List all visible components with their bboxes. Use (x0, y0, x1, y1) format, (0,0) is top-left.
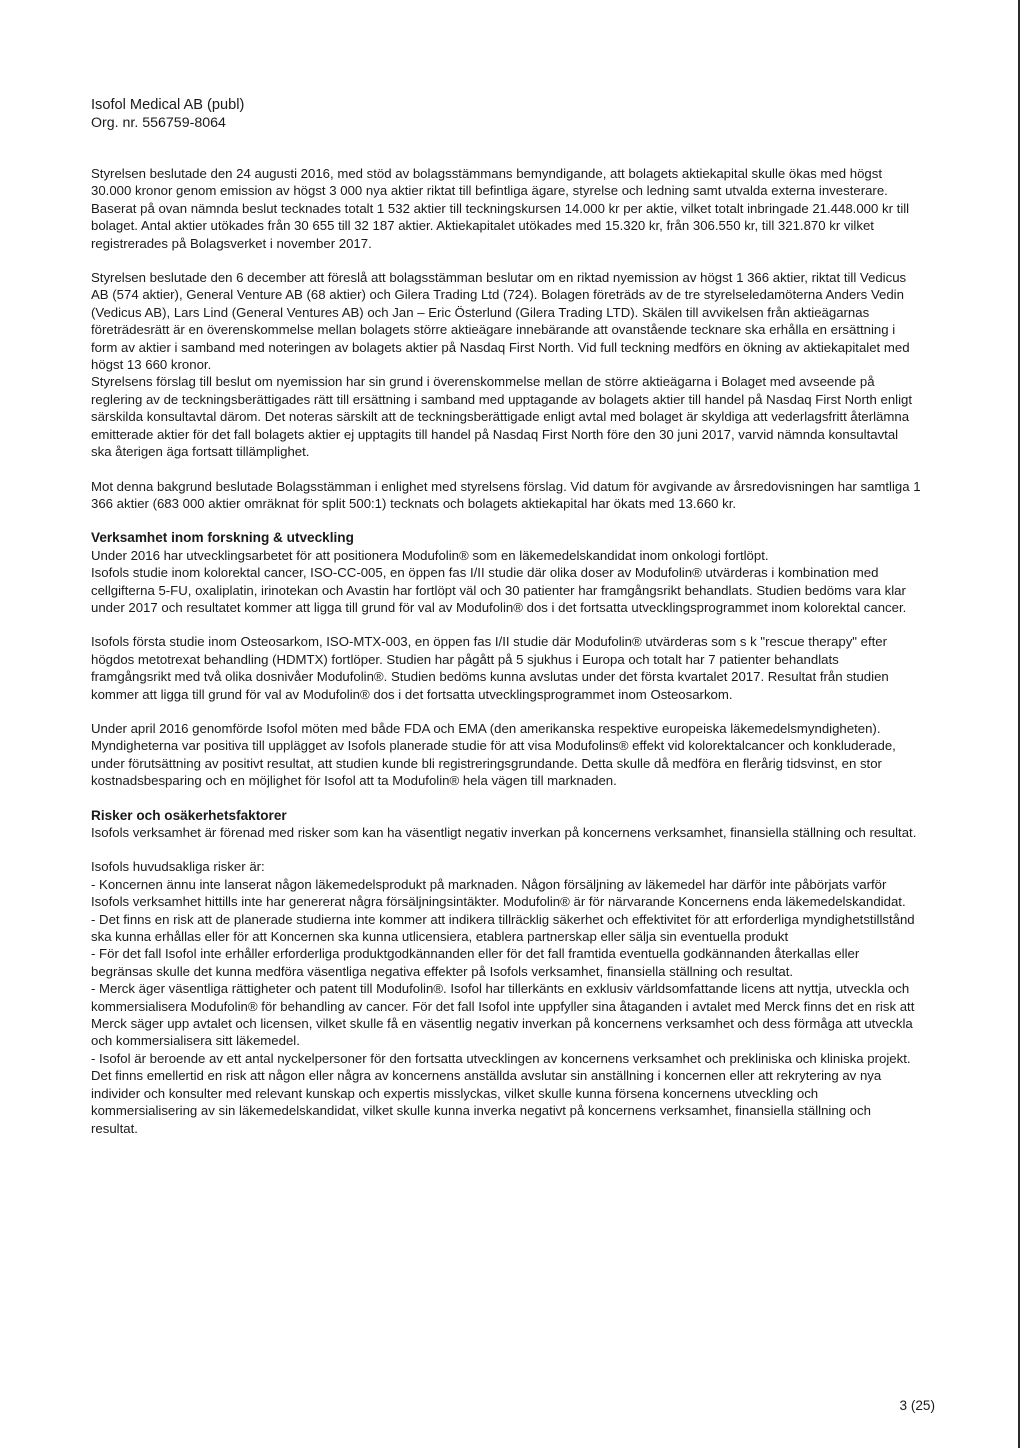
intro-section (91, 165, 921, 252)
paragraph: Styrelsens förslag till beslut om nyemission har sin grund i överenskommelse mellan de större aktieägarna i Bolaget med avseende på reglering av de teckningsberättigades rätt till ersättning i samband med upptagande av bolagets aktier till handel på Nasdaq First North enligt särskilda konsultavtal därom. Det noteras särskilt att de teckningsberättigade enligt avtal med bolaget är skyldiga att vederlagsfritt återlämna emitterade aktier för det fall bolagets aktier ej upptagits till handel på Nasdaq First North före den 30 juni 2017, varvid nämnda konsultavtal ska återigen äga fortsatt tillämplighet. (91, 374, 913, 460)
risks-section (91, 807, 921, 1137)
list-item: - För det fall Isofol inte erhåller erforderliga produktgodkännanden eller för det fall framtida eventuella godkännanden återkallas eller begränsas skulle det kunna medföra väsentliga negativa effekter på Isofols verksamhet, finansiella ställning och resultat. (91, 946, 860, 979)
document-page (91, 96, 921, 1137)
list-item: - Koncernen ännu inte lanserat någon läkemedelsprodukt på marknaden. Någon försäljning av läkemedel har därför inte påbörjats varför Isofols verksamhet hittills inte har genererat några försäljningsintäkter. Modufolin® är för närvarande Koncernens enda läkemedelskandidat. (91, 876, 906, 910)
page-edge-line (1018, 0, 1020, 1448)
paragraph: Under april 2016 genomförde Isofol möten med både FDA och EMA (den amerikanska respektive europeiska läkemedelsmyndigheten). Myndigheterna var positiva till upplägget av Isofols planerade studie för att visa Modufolins® effekt vid kolorektalcancer och konkluderade, under förutsättning av positivt resultat, att studien kunde bli registreringsgrundande. Detta skulle då medföra en flerårig tidsvinst, en stor kostnadsbesparing och en möjlighet för Isofol att ta Modufolin® hela vägen till marknaden. (91, 720, 896, 789)
paragraph: Isofols första studie inom Osteosarkom, ISO-MTX-003, en öppen fas I/II studie där Modufolin® utvärderas som s k "rescue therapy" efter högdos metotrexat behandling (HDMTX) fortlöper. Studien har pågått på 5 sjukhus i Europa och totalt har 7 patienter behandlats framgångsrikt med två olika dosnivåer Modufolin®. Studien bedöms kunna avslutas under det första kvartalet 2017. Resultat från studien kommer att ligga till grund för val av Modufolin® dos i det fortsatta utvecklingsprogrammet inom Osteosarkom. (91, 634, 889, 702)
company-name: Isofol Medical AB (publ) (91, 97, 245, 113)
list-item: - Merck äger väsentliga rättigheter och patent till Modufolin®. Isofol har tillerkänts en exklusiv världsomfattande licens att nyttja, utveckla och kommersialisera Modufolin® för behandling av cancer. För det fall Isofol inte uppfyller sina åtaganden i avtalet med Merck finns det en risk att Merck säger upp avtalet och licensen, vilket skulle få en väsentlig negativ inverkan på koncernens verksamhet och dess förmåga att utveckla och kommersialisera sitt läkemedel. (91, 981, 915, 1049)
section-heading: Verksamhet inom forskning & utveckling (91, 530, 354, 546)
section-heading: Risker och osäkerhetsfaktorer (91, 807, 287, 823)
paragraph: Styrelsen beslutade den 24 augusti 2016, med stöd av bolagsstämmans bemyndigande, att bolagets aktiekapital skulle ökas med högst 30.000 kronor genom emission av högst 3 000 nya aktier riktat till befintliga ägare, styrelse och ledning samt utvalda externa investerare. Baserat på ovan nämnda beslut tecknades totalt 1 532 aktier till teckningskursen 14.000 kr per aktie, vilket totalt inbringade 21.448.000 kr till bolaget. Antal aktier utökades från 30 655 till 32 187 aktier. Aktiekapitalet utökades med 15.320 kr, från 306.550 kr, till 321.870 kr vilket registrerades på Bolagsverket i november 2017. (91, 166, 910, 251)
list-item: - Det finns en risk att de planerade studierna inte kommer att indikera tillräcklig säkerhet och effektivitet för att erforderliga myndighetstillstånd ska kunna erhållas eller för att Koncernen ska kunna utlicensiera, etablera partnerskap eller sälja sin eventuella produkt (91, 911, 915, 945)
paragraph: Mot denna bakgrund beslutade Bolagsstämman i enlighet med styrelsens förslag. Vid datum för avgivande av årsredovisningen har samtliga 1 366 aktier (683 000 aktier omräknat för split 500:1) tecknats och bolagets aktiekapital har ökats med 13.660 kr. (91, 478, 921, 511)
org-number: Org. nr. 556759-8064 (91, 115, 226, 131)
emission-section (91, 269, 921, 460)
page-number: 3 (25) (899, 1398, 935, 1413)
paragraph: Styrelsen beslutade den 6 december att föreslå att bolagsstämman beslutar om en riktad nyemission av högst 1 366 aktier, riktat till Vedicus AB (574 aktier), General Venture AB (68 aktier) och Gilera Trading Ltd (724). Bolagen företräds av de tre styrelseledamöterna Anders Vedin (Vedicus AB), Lars Lind (General Ventures AB) och Jan – Eric Österlund (Gilera Trading LTD). Skälen till avvikelsen från aktieägarnas företrädesrätt är en överenskommelse mellan bolagets större aktieägare innebärande att ovanstående tecknare ska erhålla en ersättning i form av aktier i samband med noteringen av bolagets aktier på Nasdaq First North. Vid full teckning medförs en ökning av aktiekapitalet med högst 13 660 kronor. (91, 270, 910, 373)
list-intro: Isofols huvudsakliga risker är: (91, 859, 265, 875)
research-section (91, 529, 921, 789)
list-item: - Isofol är beroende av ett antal nyckelpersoner för den fortsatta utvecklingen av koncernens verksamhet och prekliniska och kliniska projekt. Det finns emellertid en risk att någon eller några av koncernens anställda avslutar sin anställning i koncernen eller att rekrytering av nya individer och konsulter med relevant kunskap och expertis misslyckas, vilket skulle kunna försena koncernens utveckling och kommersialisering av sin läkemedelskandidat, vilket skulle kunna inverka negativt på koncernens verksamhet, finansiella ställning och resultat. (91, 1050, 911, 1136)
paragraph: Under 2016 har utvecklingsarbetet för att positionera Modufolin® som en läkemedelskandidat inom onkologi fortlöpt. (91, 547, 769, 563)
paragraph: Isofols verksamhet är förenad med risker som kan ha väsentligt negativ inverkan på koncernens verksamhet, finansiella ställning och resultat. (91, 825, 917, 840)
document-header (91, 96, 921, 132)
decision-section (91, 478, 921, 513)
paragraph: Isofols studie inom kolorektal cancer, ISO-CC-005, en öppen fas I/II studie där olika doser av Modufolin® utvärderas i kombination med cellgifterna 5-FU, oxaliplatin, irinotekan och Avastin har fortlöpt väl och 30 patienter har framgångsrikt behandlats. Studien bedöms vara klar under 2017 och resultatet kommer att ligga till grund för val av Modufolin® dos i det fortsatta utvecklingsprogrammet inom kolorektal cancer. (91, 565, 907, 615)
